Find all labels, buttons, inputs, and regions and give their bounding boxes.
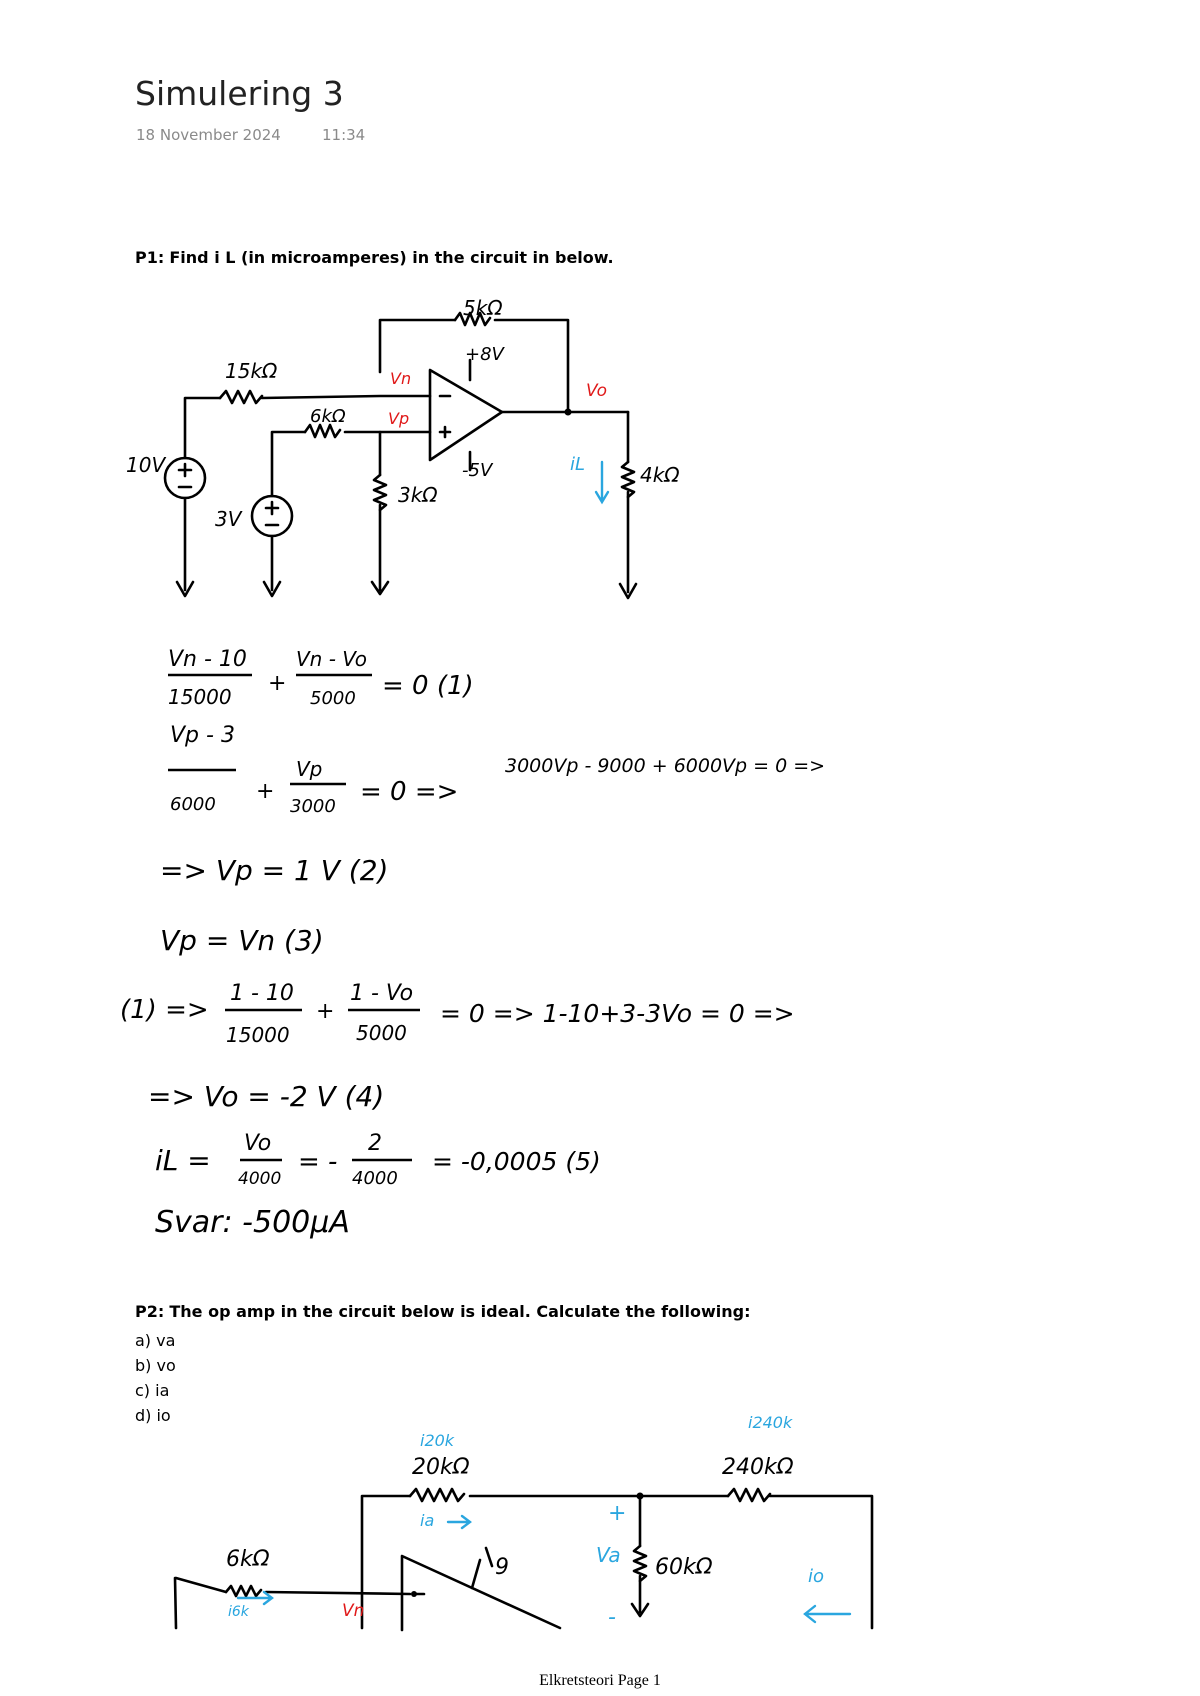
svg-text:+: + <box>268 671 287 696</box>
line7-num2: 2 <box>368 1131 382 1156</box>
label-15k: 15kΩ <box>225 359 278 383</box>
label-240k: 240kΩ <box>722 1455 794 1480</box>
label-vp: Vp <box>388 409 410 428</box>
eq1-num1: Vn - 10 <box>168 647 247 672</box>
label-10v: 10V <box>126 453 166 477</box>
line4: Vp = Vn (3) <box>160 924 324 957</box>
line5-den2: 5000 <box>356 1021 407 1045</box>
label-60k: 60kΩ <box>655 1555 713 1580</box>
p1-label: P1: <box>135 248 165 267</box>
eq2-den1: 6000 <box>170 794 216 815</box>
label-vn: Vn <box>390 369 412 388</box>
line5-num2: 1 - Vo <box>350 981 414 1006</box>
eq2-num2: Vp <box>296 757 323 781</box>
label-5k: 5kΩ <box>463 296 503 320</box>
note-time: 11:34 <box>322 126 366 144</box>
resistor-6k-p2 <box>226 1586 261 1596</box>
label-minus: - <box>608 1605 616 1630</box>
label-io: io <box>808 1566 825 1587</box>
handwritten-solution <box>120 647 825 1240</box>
label-supply-pos: +8V <box>465 344 504 365</box>
label-plus: + <box>608 1501 627 1526</box>
line3: => Vp = 1 V (2) <box>160 854 389 887</box>
line7-pre: iL = <box>155 1144 211 1177</box>
line6: => Vo = -2 V (4) <box>148 1080 385 1113</box>
line7-mid: = - <box>298 1147 338 1177</box>
circuit-1 <box>126 296 680 598</box>
label-3v: 3V <box>215 507 242 531</box>
label-vo: Vo <box>586 381 608 401</box>
line5-num1: 1 - 10 <box>230 981 294 1006</box>
label-i20k: i20k <box>420 1431 455 1450</box>
label-4k: 4kΩ <box>640 463 680 487</box>
line7-den2: 4000 <box>352 1168 398 1189</box>
page-title: Simulering 3 <box>135 74 344 113</box>
p2-item-b: b) vo <box>135 1356 176 1375</box>
line5-pre: (1) => <box>120 995 209 1025</box>
resistor-15k <box>220 391 262 403</box>
label-i6k: i6k <box>228 1604 249 1620</box>
label-supply-neg: -5V <box>462 460 493 481</box>
eq1-num2: Vn - Vo <box>296 647 368 671</box>
svg-text:+: + <box>256 779 275 804</box>
eq2-rest: = 0 => <box>360 777 459 807</box>
line7-den: 4000 <box>238 1169 282 1189</box>
p2-label: P2: <box>135 1302 165 1321</box>
note-date: 18 November 2024 <box>136 126 281 144</box>
line7-tail: = -0,0005 (5) <box>432 1147 601 1176</box>
answer: Svar: -500μA <box>155 1205 350 1240</box>
line7-num: Vo <box>244 1131 272 1156</box>
eq2-den2: 3000 <box>290 796 336 817</box>
label-vn-p2: Vn <box>342 1601 365 1621</box>
svg-text:+: + <box>316 999 335 1024</box>
eq1-den2: 5000 <box>310 688 356 709</box>
eq2-tail: 3000Vp - 9000 + 6000Vp = 0 => <box>505 755 826 777</box>
label-6k: 6kΩ <box>310 406 346 427</box>
resistor-240k <box>728 1489 770 1501</box>
circuit-2 <box>175 1413 872 1630</box>
p2-text: The op amp in the circuit below is ideal. Calculate the following: <box>169 1302 751 1321</box>
opamp-2 <box>402 1556 560 1630</box>
eq1-den1: 15000 <box>168 685 232 709</box>
page-footer: Elkretsteori Page 1 <box>539 1672 661 1689</box>
resistor-20k <box>410 1489 464 1501</box>
p2-item-c: c) ia <box>135 1381 170 1400</box>
eq2-num1: Vp - 3 <box>170 723 235 748</box>
label-i240k: i240k <box>748 1413 793 1432</box>
line5-tail: = 0 => 1-10+3-3Vo = 0 => <box>440 999 795 1028</box>
p2-item-d: d) io <box>135 1406 171 1425</box>
label-il: iL <box>570 454 586 475</box>
eq1-rest: = 0 (1) <box>382 671 474 701</box>
label-6k-p2: 6kΩ <box>226 1547 270 1572</box>
label-va: Va <box>596 1543 621 1567</box>
p1-text: Find i L (in microamperes) in the circuit in below. <box>169 248 614 267</box>
opamp-1 <box>430 370 502 460</box>
label-supply: 9 <box>495 1555 509 1580</box>
p2-item-a: a) va <box>135 1331 176 1350</box>
line5-den1: 15000 <box>226 1023 290 1047</box>
label-3k: 3kΩ <box>398 483 438 507</box>
label-20k: 20kΩ <box>412 1455 470 1480</box>
label-ia: ia <box>420 1511 435 1530</box>
